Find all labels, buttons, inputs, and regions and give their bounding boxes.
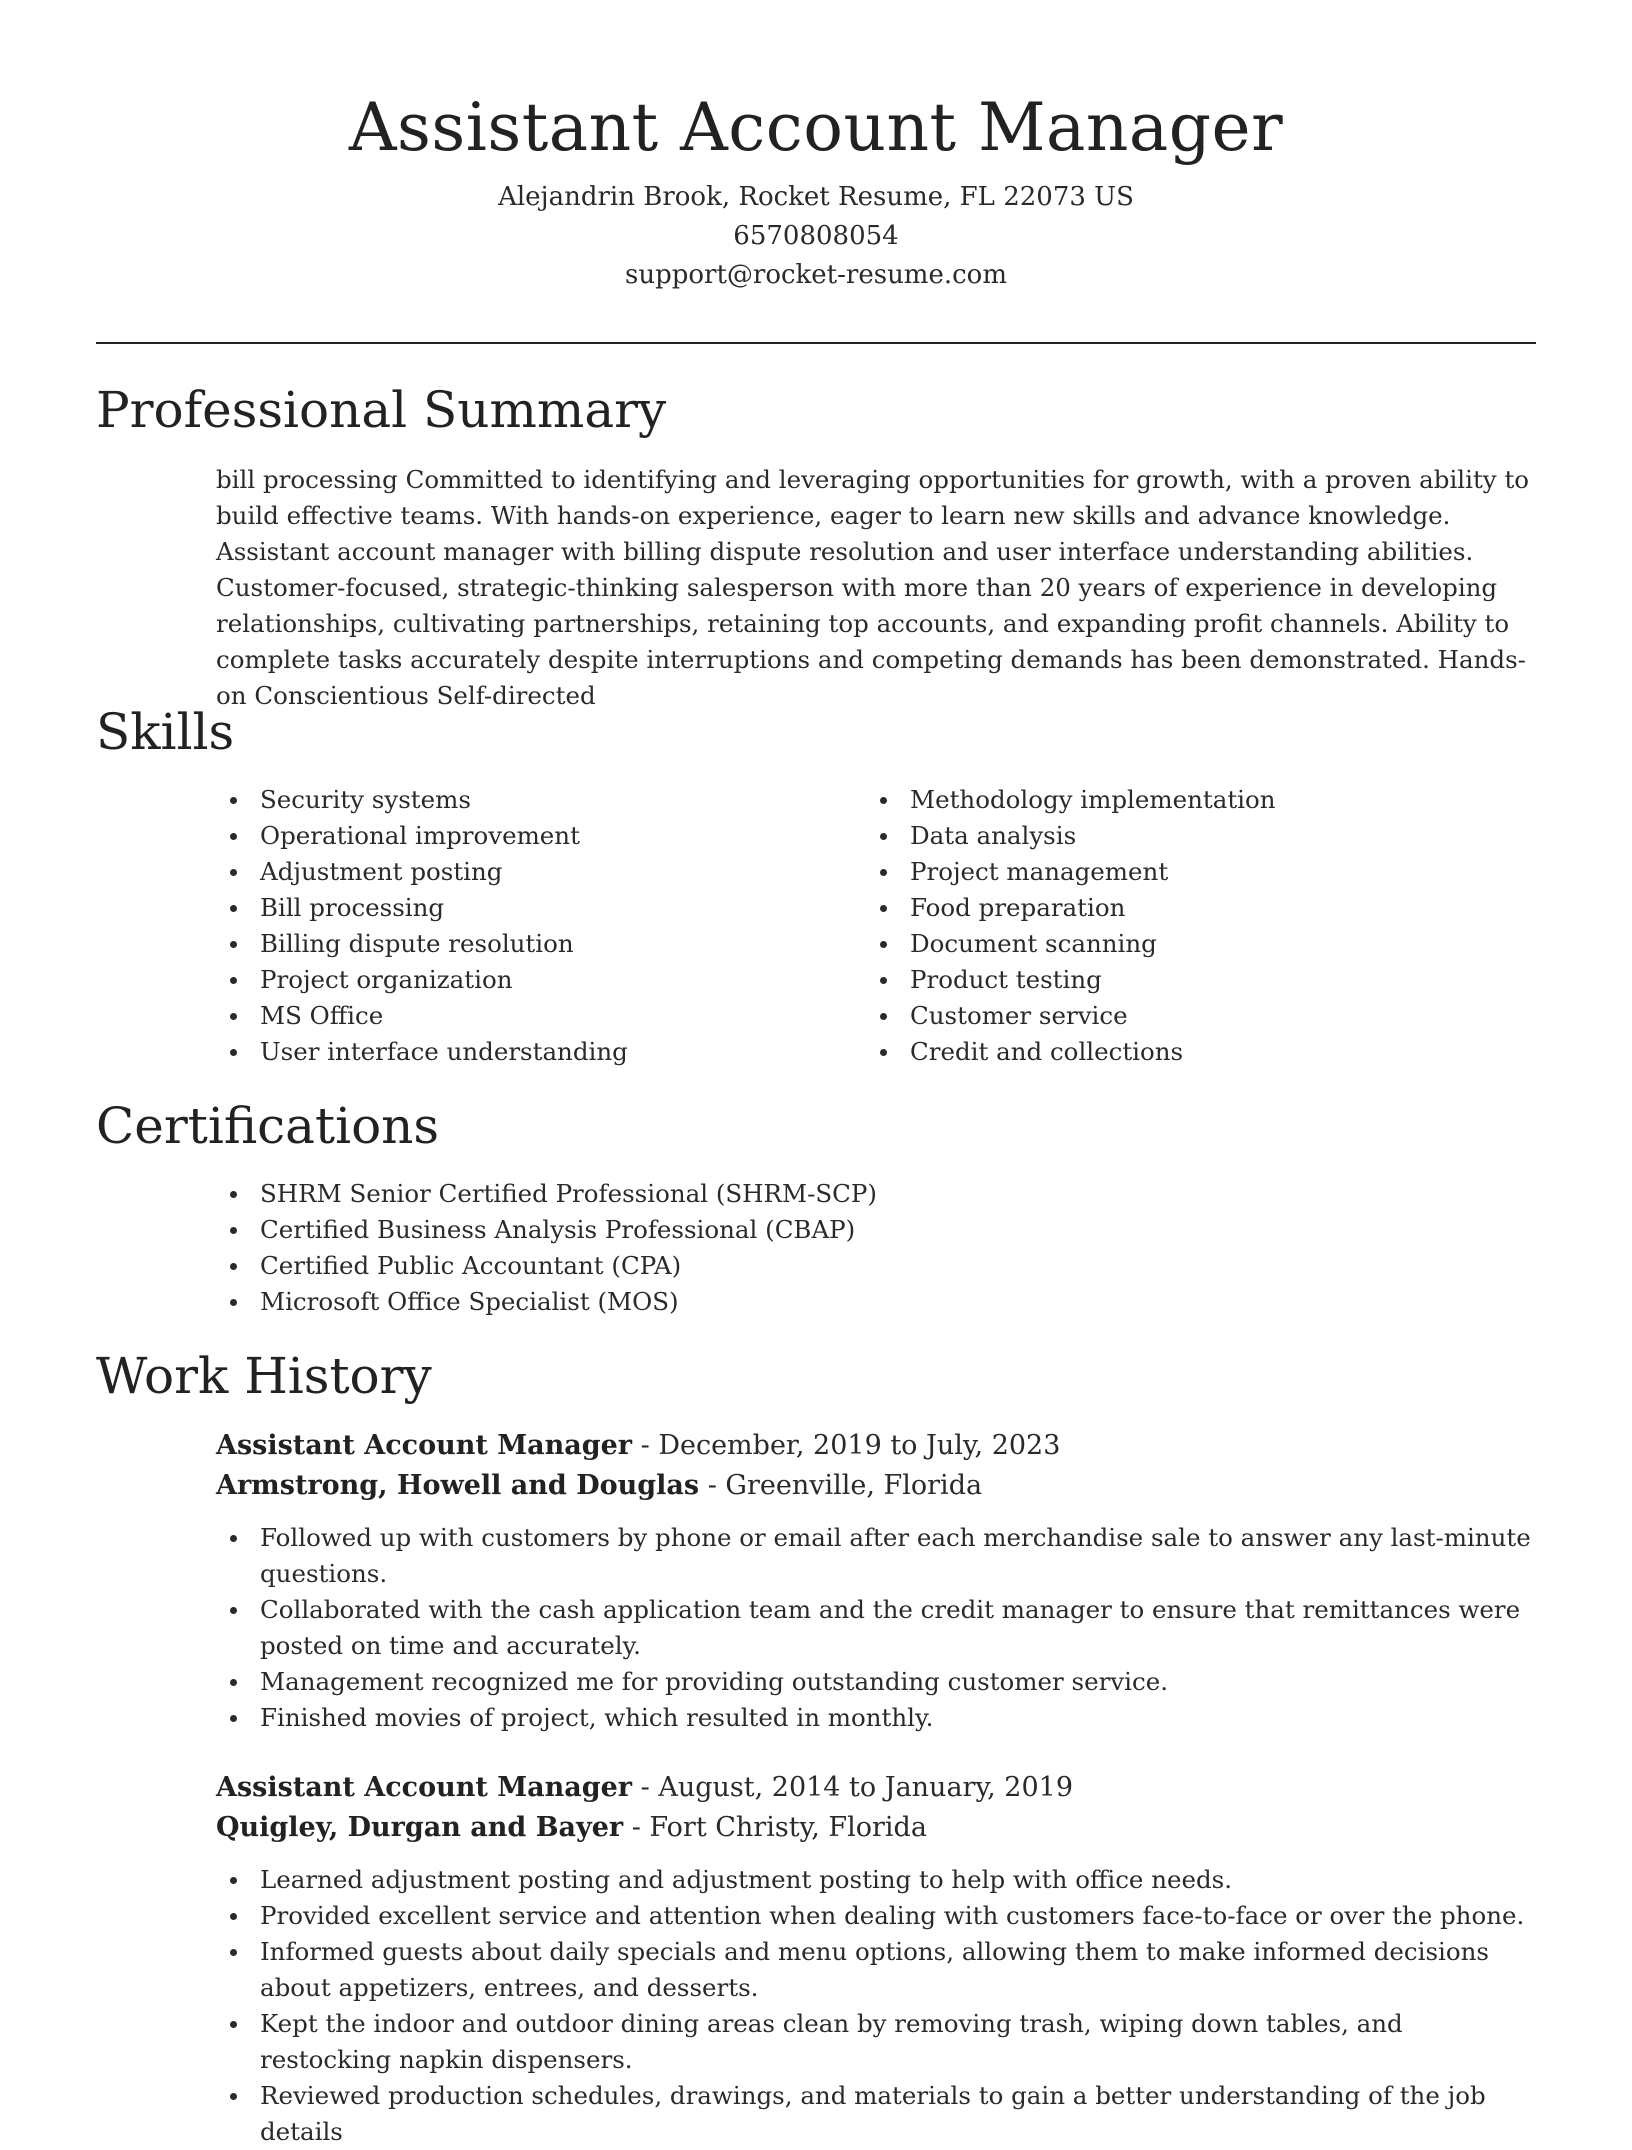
job-duties-list <box>216 1520 1536 1736</box>
skill-item: Credit and collections <box>866 1034 1486 1070</box>
contact-address: Alejandrin Brook, Rocket Resume, FL 22073 US <box>498 182 1134 212</box>
job-entry <box>216 1768 1536 2150</box>
job-duty-item: Learned adjustment posting and adjustment posting to help with office needs. <box>216 1862 1536 1898</box>
job-duties-list <box>216 1862 1536 2150</box>
skill-item: Methodology implementation <box>866 782 1486 818</box>
resume-title: Assistant Account Manager <box>348 89 1284 166</box>
summary-heading: Professional Summary <box>96 381 667 439</box>
skill-item: Data analysis <box>866 818 1486 854</box>
certification-item: Certified Public Accountant (CPA) <box>216 1248 1536 1284</box>
job-dates: - December, 2019 to July, 2023 <box>632 1430 1061 1461</box>
header-divider <box>96 342 1536 344</box>
certification-item: Certified Business Analysis Professional (CBAP) <box>216 1212 1536 1248</box>
skill-item: Adjustment posting <box>216 854 836 890</box>
skill-item: Food preparation <box>866 890 1486 926</box>
skill-item: Bill processing <box>216 890 836 926</box>
job-company: Quigley, Durgan and Bayer <box>216 1812 624 1843</box>
job-duty-item: Provided excellent service and attention when dealing with customers face-to-face or over the phone. <box>216 1898 1536 1934</box>
skills-heading: Skills <box>96 703 235 761</box>
skill-item: Operational improvement <box>216 818 836 854</box>
skill-item: MS Office <box>216 998 836 1034</box>
skill-item: Security systems <box>216 782 836 818</box>
skill-item: Project management <box>866 854 1486 890</box>
job-location: - Greenville, Florida <box>699 1470 983 1501</box>
skill-item: Project organization <box>216 962 836 998</box>
job-dates: - August, 2014 to January, 2019 <box>632 1772 1073 1803</box>
skill-item: Billing dispute resolution <box>216 926 836 962</box>
work-history-heading: Work History <box>96 1347 432 1405</box>
contact-email: support@rocket-resume.com <box>624 260 1007 290</box>
summary-text: bill processing Committed to identifying and leveraging opportunities for growth, with a proven ability to build effective teams. With hands-on experience, eager to learn new skills and advance knowledge. Assistant account manager with billing dispute resolution and user interface understanding abilities. Customer-focused, strategic-thinking salesperson with more than 20 years of experience in developing relationships, cultivating partnerships, retaining top accounts, and expanding profit channels. Ability to complete tasks accurately despite interruptions and competing demands has been demonstrated. Hands-on Conscientious Self-directed <box>216 465 1530 710</box>
job-duty-item: Collaborated with the cash application team and the credit manager to ensure that remittances were posted on time and accurately. <box>216 1592 1536 1664</box>
job-duty-item: Reviewed production schedules, drawings, and materials to gain a better understanding of the job details <box>216 2078 1536 2150</box>
skill-item: User interface understanding <box>216 1034 836 1070</box>
skill-item: Product testing <box>866 962 1486 998</box>
job-duty-item: Informed guests about daily specials and menu options, allowing them to make informed decisions about appetizers, entrees, and desserts. <box>216 1934 1536 2006</box>
job-title: Assistant Account Manager <box>216 1772 633 1803</box>
certifications-list <box>216 1176 1536 1320</box>
job-company-line <box>216 1808 1536 1848</box>
job-duty-item: Management recognized me for providing outstanding customer service. <box>216 1664 1536 1700</box>
certifications-heading: Certifications <box>96 1097 440 1155</box>
skills-list-left <box>216 782 836 1070</box>
contact-phone: 6570808054 <box>733 221 899 251</box>
job-company: Armstrong, Howell and Douglas <box>216 1470 700 1501</box>
job-title-line <box>216 1768 1536 1808</box>
skill-item: Customer service <box>866 998 1486 1034</box>
job-duty-item: Finished movies of project, which resulted in monthly. <box>216 1700 1536 1736</box>
certification-item: Microsoft Office Specialist (MOS) <box>216 1284 1536 1320</box>
job-title: Assistant Account Manager <box>216 1430 633 1461</box>
certification-item: SHRM Senior Certified Professional (SHRM-SCP) <box>216 1176 1536 1212</box>
job-duty-item: Followed up with customers by phone or email after each merchandise sale to answer any last-minute questions. <box>216 1520 1536 1592</box>
contact-block <box>0 178 1632 295</box>
resume-header <box>0 0 1632 295</box>
skills-list-right <box>866 782 1486 1070</box>
job-title-line <box>216 1426 1536 1466</box>
job-duty-item: Kept the indoor and outdoor dining areas clean by removing trash, wiping down tables, and restocking napkin dispensers. <box>216 2006 1536 2078</box>
job-company-line <box>216 1466 1536 1506</box>
skill-item: Document scanning <box>866 926 1486 962</box>
job-location: - Fort Christy, Florida <box>623 1812 927 1843</box>
job-entry <box>216 1426 1536 1736</box>
